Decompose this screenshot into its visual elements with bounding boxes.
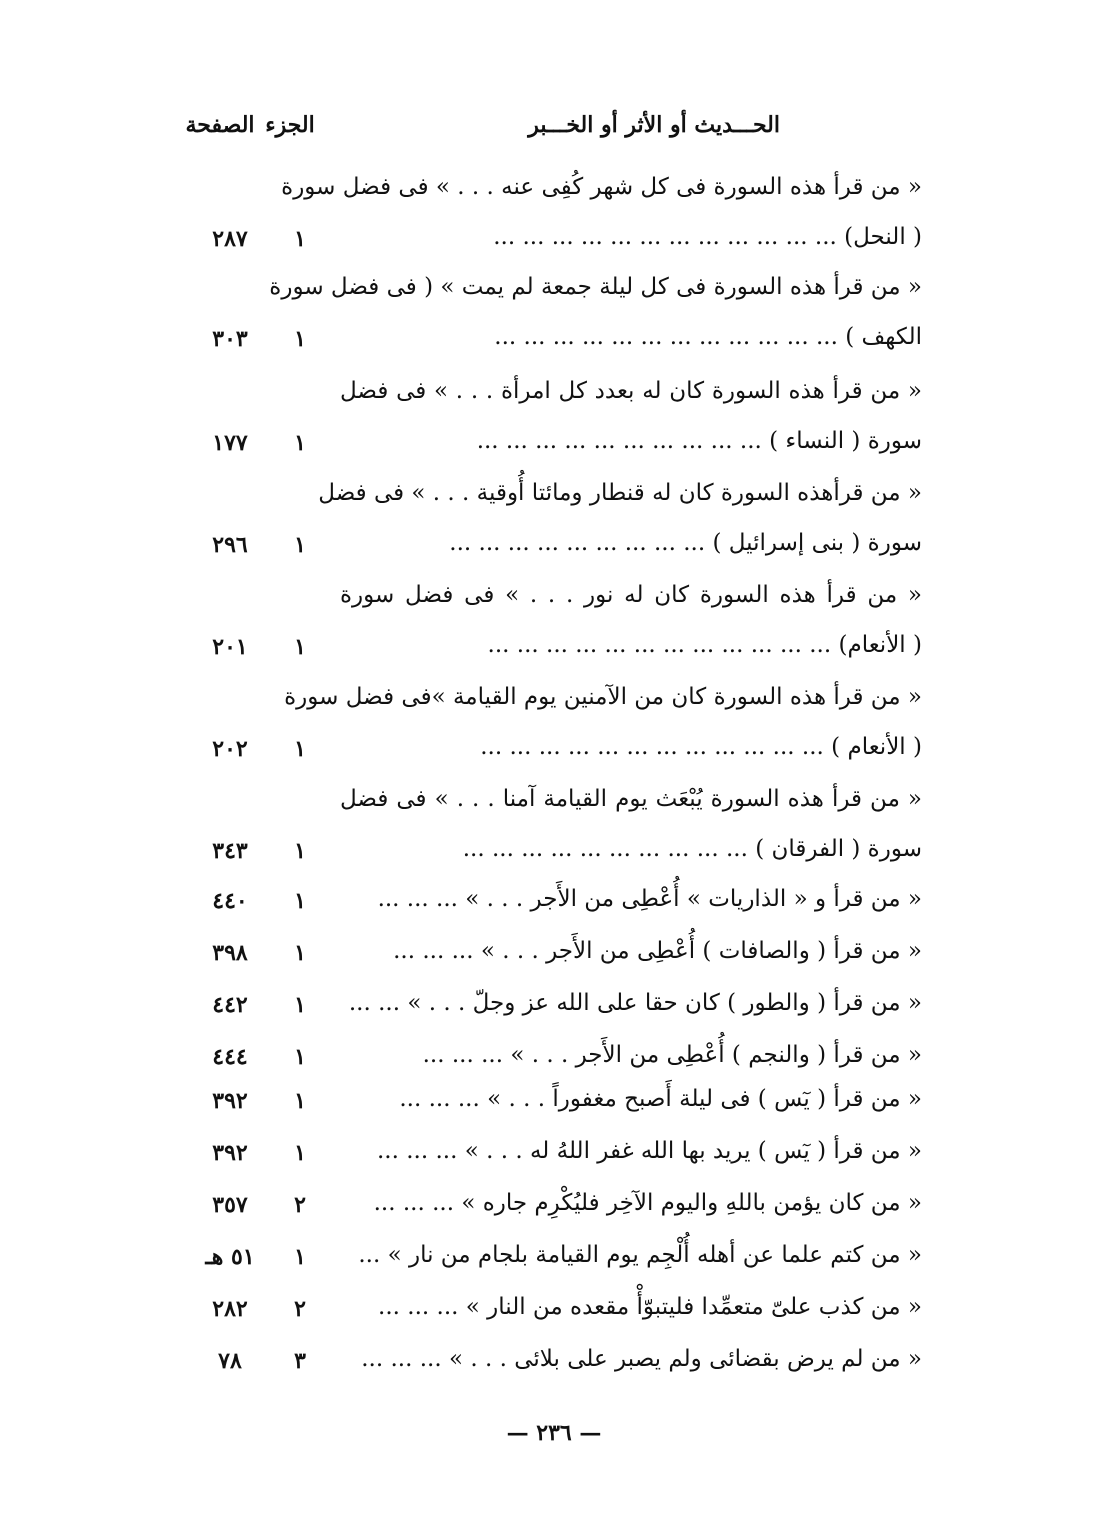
entry-line: ( النحل) ... ... ... ... ... ... ... ... ... ... ... ... — [493, 224, 922, 250]
juz-number: ١ — [294, 1244, 306, 1270]
entry-line: « من قرأ ( والنجم ) أُعْطِى من الأَجر . . . » ... ... ... — [422, 1042, 922, 1068]
juz-number: ١ — [294, 1088, 306, 1114]
entry-line: « من قرأ ( والصافات ) أُعْطِى من الأَجر . . . » ... ... ... — [393, 938, 922, 964]
entry-line: سورة ( الفرقان ) ... ... ... ... ... ... ... ... ... ... — [462, 836, 922, 862]
page-number: ٣٩٢ — [212, 1140, 248, 1166]
entry-line: « من قرأ هذه السورة كان من الآمنين يوم القيامة »فى فضل سورة — [284, 684, 922, 710]
juz-number: ١ — [294, 992, 306, 1018]
page-number: ٢٨٧ — [212, 226, 248, 252]
entry-line: « من قرأ هذه السورة يُبْعَث يوم القيامة آمنا . . . » فى فضل — [340, 786, 922, 812]
page-number: ٣٠٣ — [212, 326, 248, 352]
page-number: ٣٤٣ — [212, 838, 248, 864]
entry-line: « من قرأ هذه السورة فى كل شهر كُفِى عنه . . . » فى فضل سورة — [281, 174, 922, 200]
entry-line: « من كتم علما عن أهله أُلْجِم يوم القيامة بلجام من نار » ... — [358, 1242, 922, 1268]
entry-line: « من قرأ ( يٓس ) يريد بها الله غفر اللهُ له . . . » ... ... ... — [376, 1138, 922, 1164]
juz-number: ١ — [294, 1044, 306, 1070]
page-number: ٤٤٢ — [212, 992, 248, 1018]
page-number: ٤٤٠ — [212, 888, 248, 914]
entry-line: ( الأنعام) ... ... ... ... ... ... ... ... ... ... ... ... — [487, 632, 922, 658]
juz-number: ١ — [294, 532, 306, 558]
juz-number: ١ — [294, 326, 306, 352]
juz-number: ١ — [294, 940, 306, 966]
juz-number: ١ — [294, 888, 306, 914]
page-number: ٧٨ — [218, 1348, 242, 1374]
page-number: ١٧٧ — [212, 430, 248, 456]
juz-number: ٢ — [294, 1296, 306, 1322]
juz-number: ١ — [294, 226, 306, 252]
entry-line: « من كان يؤمن باللهِ واليوم الآخِر فليُكْرِم جاره » ... ... ... — [373, 1190, 922, 1216]
entry-line: « من قرأهذه السورة كان له قنطار ومائتا أُوقية . . . » فى فضل — [318, 480, 922, 506]
column-header-juz: الجزء — [265, 112, 315, 138]
entry-line: « من قرأ و « الذاريات » أُعْطِى من الأَجر . . . » ... ... ... — [377, 886, 922, 912]
entry-line: « من قرأ هذه السورة كان له بعدد كل امرأة . . . » فى فضل — [340, 378, 922, 404]
entry-line: « من قرأ هذه السورة فى كل ليلة جمعة لم يمت » ( فى فضل سورة — [269, 274, 922, 300]
page-number: ٤٤٤ — [212, 1044, 248, 1070]
juz-number: ١ — [294, 634, 306, 660]
entry-line: سورة ( النساء ) ... ... ... ... ... ... ... ... ... ... — [476, 428, 922, 454]
page-number: ٢٠١ — [212, 634, 248, 660]
column-header-page: الصفحة — [185, 112, 255, 138]
page-number: ٢٨٢ — [212, 1296, 248, 1322]
juz-number: ١ — [294, 430, 306, 456]
entry-line: « من قرأ ( والطور ) كان حقا على الله عز وجلّ . . . » ... ... — [348, 990, 922, 1016]
page-number: ٢٠٢ — [212, 736, 248, 762]
entry-line: سورة ( بنى إسرائيل ) ... ... ... ... ... ... ... ... ... — [449, 530, 922, 556]
juz-number: ١ — [294, 1140, 306, 1166]
page-number: ٣٩٨ — [212, 940, 248, 966]
entry-line: « من لم يرض بقضائى ولم يصبر على بلائى . . . » ... ... ... — [361, 1346, 922, 1372]
entry-line: « من كذب علىّ متعمِّدا فليتبوّأْ مقعده من النار » ... ... ... — [378, 1294, 922, 1320]
column-header-hadith: الحـــديث أو الأثر أو الخـــبر — [528, 112, 780, 138]
entry-line: « من قرأ هذه السورة كان له نور . . . » فى فضل سورة — [340, 582, 922, 608]
juz-number: ١ — [294, 736, 306, 762]
entry-line: ( الأنعام ) ... ... ... ... ... ... ... ... ... ... ... ... — [480, 734, 922, 760]
juz-number: ٢ — [294, 1192, 306, 1218]
page-number: ٣٥٧ — [212, 1192, 248, 1218]
juz-number: ٣ — [294, 1348, 306, 1374]
page-number: ٢٩٦ — [212, 532, 248, 558]
page-footer-number: — ٢٣٦ — — [506, 1420, 602, 1446]
page-number: ٣٩٢ — [212, 1088, 248, 1114]
entry-line: « من قرأ ( يٓس ) فى ليلة أَصبح مغفوراً . . . » ... ... ... — [399, 1086, 922, 1112]
juz-number: ١ — [294, 838, 306, 864]
entry-line: الكهف ) ... ... ... ... ... ... ... ... ... ... ... ... — [494, 324, 922, 350]
page-number: ٥١ هـ — [205, 1244, 255, 1270]
